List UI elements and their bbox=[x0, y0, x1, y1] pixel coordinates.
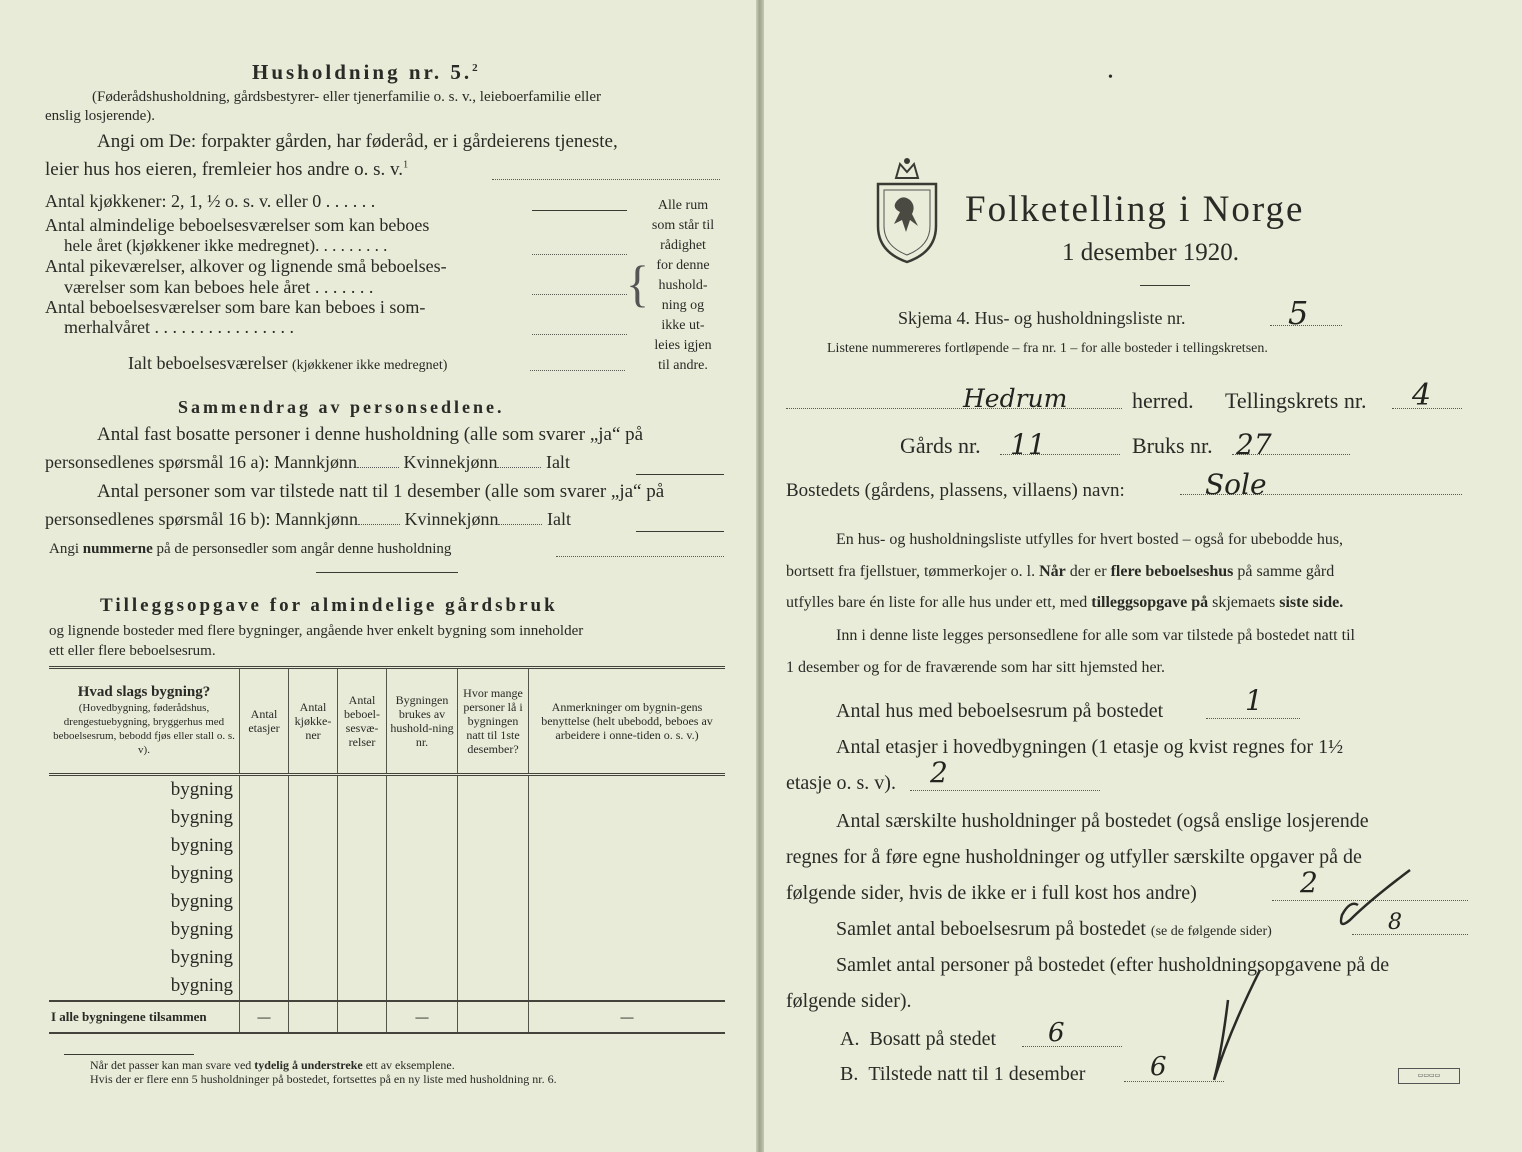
samlet-pers-line1: Samlet antal personer på bostedet (efter husholdningsopgavene på de bbox=[836, 954, 1390, 976]
cell[interactable] bbox=[529, 832, 726, 860]
etasjer-line2: etasje o. s. v). bbox=[786, 772, 896, 794]
cell[interactable] bbox=[240, 860, 289, 888]
row-label: bygning bbox=[49, 916, 240, 944]
bosatt-value: 6 bbox=[1048, 1018, 1065, 1048]
bosatt-row: A. Bosatt på stedet bbox=[840, 1028, 997, 1050]
kjokkener-label: Antal kjøkkener: 2, 1, ½ o. s. v. eller 0 . . . . . . bbox=[45, 191, 376, 211]
cell[interactable] bbox=[387, 972, 458, 1001]
cell[interactable] bbox=[289, 888, 338, 916]
tellingskrets-label: Tellingskrets nr. bbox=[1225, 388, 1367, 413]
cell[interactable] bbox=[240, 832, 289, 860]
samlet-pers-line2: følgende sider). bbox=[786, 990, 912, 1012]
cell[interactable] bbox=[387, 860, 458, 888]
section-divider bbox=[316, 572, 458, 573]
household-paren-1: (Føderådshusholdning, gårdsbestyrer- eller tjenerfamilie o. s. v., leieboerfamilie eller bbox=[92, 89, 601, 105]
cell[interactable] bbox=[529, 888, 726, 916]
col-husholdning-nr: Bygningen brukes av hushold-ning nr. bbox=[387, 668, 458, 775]
census-date: 1 desember 1920. bbox=[1062, 239, 1240, 266]
cell[interactable] bbox=[458, 916, 529, 944]
pike-label-1: Antal pikeværelser, alkover og lignende små beboelses- bbox=[45, 256, 447, 276]
etasjer-field[interactable] bbox=[910, 790, 1100, 791]
cell[interactable] bbox=[387, 888, 458, 916]
etasjer-line1: Antal etasjer i hovedbygningen (1 etasje og kvist regnes for 1½ bbox=[836, 736, 1344, 758]
col-building-type: Hvad slags bygning? (Hovedbygning, føderådshus, drengestuebygning, bryggerhus med beboelsesrum, bebodd fjøs eller stall o. s. v). bbox=[49, 668, 240, 775]
ialt-field[interactable] bbox=[530, 370, 625, 371]
bosatt-field[interactable] bbox=[1022, 1046, 1122, 1047]
para2-line2: 1 desember og for de fraværende som har sitt hjemsted her. bbox=[786, 659, 1165, 676]
cell[interactable] bbox=[289, 944, 338, 972]
cell[interactable] bbox=[240, 775, 289, 805]
etasjer-value: 2 bbox=[930, 756, 948, 789]
cell[interactable] bbox=[387, 916, 458, 944]
cell[interactable] bbox=[338, 860, 387, 888]
bosted-label: Bostedets (gårdens, plassens, villaens) navn: bbox=[786, 480, 1125, 501]
cell[interactable] bbox=[289, 972, 338, 1001]
footnote-2: Hvis der er flere enn 5 husholdninger på bostedet, fortsettes på en ny liste med husholdning nr. 6. bbox=[90, 1072, 557, 1086]
table-row bbox=[49, 775, 725, 805]
tillegg-title: Tilleggsopgave for almindelige gårdsbruk bbox=[100, 595, 558, 616]
cell[interactable] bbox=[338, 775, 387, 805]
footnote-1: Når det passer kan man svare ved tydelig å understreke ett av eksemplene. bbox=[90, 1058, 455, 1072]
angi-line-1: Angi om De: forpakter gården, har føderåd, er i gårdeierens tjeneste, bbox=[97, 131, 618, 152]
cell[interactable] bbox=[387, 944, 458, 972]
tilstede-value: 6 bbox=[1150, 1052, 1167, 1082]
row-label: bygning bbox=[49, 944, 240, 972]
cell[interactable] bbox=[529, 775, 726, 805]
hush-line3: følgende sider, hvis de ikke er i full kost hos andre) bbox=[786, 882, 1197, 904]
cell[interactable] bbox=[458, 775, 529, 805]
row-label: bygning bbox=[49, 888, 240, 916]
cell[interactable] bbox=[289, 775, 338, 805]
alm-label-1: Antal almindelige beboelsesværelser som kan beboes bbox=[45, 215, 430, 235]
cell[interactable] bbox=[338, 804, 387, 832]
col-anmerkninger: Anmerkninger om bygnin-gens benyttelse (helt ubebodd, beboes av arbeidere i onne-tiden o. s. v.) bbox=[529, 668, 726, 775]
printer-stamp-icon: ▭▭▭▭ bbox=[1398, 1068, 1460, 1084]
footnote-divider bbox=[64, 1054, 194, 1055]
sommer-label-2: merhalvåret . . . . . . . . . . . . . . . . bbox=[64, 317, 294, 337]
household-paren-2: enslig losjerende). bbox=[45, 108, 155, 124]
col-etasjer: Antal etasjer bbox=[240, 668, 289, 775]
para2-line1: Inn i denne liste legges personsedlene for alle som var tilstede på bostedet natt til bbox=[836, 627, 1355, 644]
sum-label: I alle bygningene tilsammen bbox=[49, 1001, 240, 1033]
tillegg-line-1: og lignende bosteder med flere bygninger, angående hver enkelt bygning som inneholder bbox=[49, 623, 584, 639]
cell[interactable] bbox=[289, 804, 338, 832]
hus-field[interactable] bbox=[1206, 718, 1300, 719]
row-label: bygning bbox=[49, 860, 240, 888]
table-row bbox=[49, 804, 725, 832]
table-row bbox=[49, 944, 725, 972]
cell[interactable] bbox=[387, 832, 458, 860]
tilstede-line-1: Antal personer som var tilstede natt til 1 desember (alle som svarer „ja“ på bbox=[97, 481, 665, 502]
col-personer: Hvor mange personer lå i bygningen natt til 1ste desember? bbox=[458, 668, 529, 775]
sommer-field[interactable] bbox=[532, 334, 627, 335]
cell[interactable] bbox=[240, 972, 289, 1001]
row-label: bygning bbox=[49, 804, 240, 832]
main-title: Folketelling i Norge bbox=[965, 189, 1305, 230]
bosted-value: Sole bbox=[1205, 468, 1267, 501]
col-beboelsesvaerelser: Antal beboel-sesvæ-relser bbox=[338, 668, 387, 775]
cell[interactable] bbox=[458, 832, 529, 860]
cell[interactable] bbox=[529, 972, 726, 1001]
ialt-label: Ialt beboelsesværelser (kjøkkener ikke medregnet) bbox=[128, 353, 448, 373]
table-row bbox=[49, 860, 725, 888]
row-label: bygning bbox=[49, 972, 240, 1001]
row-label: bygning bbox=[49, 832, 240, 860]
cell[interactable] bbox=[458, 888, 529, 916]
sum-dash: — bbox=[240, 1001, 289, 1033]
kjokkener-field[interactable] bbox=[532, 210, 627, 211]
tillegg-line-2: ett eller flere beboelsesrum. bbox=[49, 643, 216, 659]
cell[interactable] bbox=[289, 916, 338, 944]
cell[interactable] bbox=[529, 944, 726, 972]
bruks-label: Bruks nr. bbox=[1132, 433, 1213, 458]
pike-field[interactable] bbox=[532, 294, 627, 295]
cell[interactable] bbox=[458, 972, 529, 1001]
hus-value: 1 bbox=[1245, 684, 1263, 717]
sammendrag-title: Sammendrag av personsedlene. bbox=[178, 397, 505, 417]
cell[interactable] bbox=[387, 775, 458, 805]
nummerne-field[interactable] bbox=[556, 556, 724, 557]
tilstede-line-2: personsedlenes spørsmål 16 b): Mannkjønn Kvinnekjønn Ialt bbox=[45, 509, 571, 529]
cell[interactable] bbox=[458, 860, 529, 888]
col-kjokkener: Antal kjøkke-ner bbox=[289, 668, 338, 775]
table-row bbox=[49, 888, 725, 916]
hus-label: Antal hus med beboelsesrum på bostedet bbox=[836, 700, 1164, 722]
cell[interactable] bbox=[240, 944, 289, 972]
cell[interactable] bbox=[289, 860, 338, 888]
tilstede-ialt-field[interactable] bbox=[636, 531, 724, 532]
table-row bbox=[49, 916, 725, 944]
table-sum-row bbox=[49, 1001, 725, 1033]
cell[interactable] bbox=[338, 888, 387, 916]
pike-label-2: værelser som kan beboes hele året . . . . . . . bbox=[64, 277, 374, 297]
cell[interactable] bbox=[338, 832, 387, 860]
hush-value: 2 bbox=[1300, 866, 1318, 899]
angi-line-2: leier hus hos eieren, fremleier hos andre o. s. v.$^1$ bbox=[45, 159, 409, 180]
cell[interactable] bbox=[529, 804, 726, 832]
title-divider bbox=[1140, 285, 1190, 286]
household-title: Husholdning nr. 5.$^2$ bbox=[252, 60, 481, 84]
cell[interactable] bbox=[338, 1001, 387, 1033]
cell[interactable] bbox=[529, 916, 726, 944]
para1-line2: bortsett fra fjellstuer, tømmerkojer o. l. Når der er flere beboelseshus på samme gård bbox=[786, 563, 1335, 580]
cell[interactable] bbox=[458, 1001, 529, 1033]
building-table bbox=[49, 666, 725, 1034]
ink-dot: • bbox=[1108, 70, 1113, 85]
para1-line1: En hus- og husholdningsliste utfylles for hvert bosted – også for ubebodde hus, bbox=[836, 531, 1344, 548]
angi-answer-line[interactable] bbox=[492, 179, 720, 180]
row-label: bygning bbox=[49, 775, 240, 805]
herred-value: Hedrum bbox=[963, 384, 1068, 413]
handwritten-checkmarks bbox=[1200, 860, 1440, 1090]
cell[interactable] bbox=[240, 916, 289, 944]
skjema-label: Skjema 4. Hus- og husholdningsliste nr. bbox=[898, 308, 1186, 328]
herred-field[interactable] bbox=[786, 408, 1122, 409]
sum-dash: — bbox=[387, 1001, 458, 1033]
coat-of-arms-icon bbox=[872, 154, 942, 266]
cell[interactable] bbox=[240, 804, 289, 832]
cell[interactable] bbox=[458, 804, 529, 832]
table-row bbox=[49, 832, 725, 860]
cell[interactable] bbox=[338, 916, 387, 944]
sommer-label-1: Antal beboelsesværelser som bare kan beboes i som- bbox=[45, 297, 426, 317]
brace-glyph: { bbox=[626, 256, 650, 313]
fast-ialt-field[interactable] bbox=[636, 474, 724, 475]
fast-line-2: personsedlenes spørsmål 16 a): Mannkjønn Kvinnekjønn Ialt bbox=[45, 452, 570, 472]
cell[interactable] bbox=[289, 832, 338, 860]
hush-line1: Antal særskilte husholdninger på bostedet (også enslige losjerende bbox=[836, 810, 1369, 832]
tellingskrets-value: 4 bbox=[1412, 378, 1432, 413]
cell[interactable] bbox=[387, 804, 458, 832]
cell[interactable] bbox=[338, 972, 387, 1001]
skjema-value: 5 bbox=[1288, 294, 1309, 332]
samlet-rum-label: Samlet antal beboelsesrum på bostedet (se de følgende sider) bbox=[836, 918, 1272, 940]
alm-label-2: hele året (kjøkkener ikke medregnet). . . . . . . . . bbox=[64, 236, 388, 255]
cell[interactable] bbox=[289, 1001, 338, 1033]
table-row bbox=[49, 972, 725, 1001]
page-fold bbox=[756, 0, 764, 1152]
listene-note: Listene nummereres fortløpende – fra nr. 1 – for alle bosteder i tellingskretsen. bbox=[827, 341, 1268, 356]
para1-line3: utfylles bare én liste for alle hus under ett, med tilleggsopgave på skjemaets siste side. bbox=[786, 594, 1344, 611]
sum-dash: — bbox=[529, 1001, 726, 1033]
hush-line2: regnes for å føre egne husholdninger og utfyller særskilte opgaver på de bbox=[786, 846, 1362, 868]
bruks-value: 27 bbox=[1236, 428, 1272, 461]
samlet-rum-value: 8 bbox=[1388, 910, 1402, 935]
cell[interactable] bbox=[529, 860, 726, 888]
fast-line-1: Antal fast bosatte personer i denne husholdning (alle som svarer „ja“ på bbox=[97, 424, 644, 445]
gards-label: Gårds nr. bbox=[900, 433, 981, 458]
nummerne-label: Angi nummerne på de personsedler som angår denne husholdning bbox=[49, 541, 452, 557]
building-table-header bbox=[49, 668, 725, 775]
cell[interactable] bbox=[338, 944, 387, 972]
gards-value: 11 bbox=[1010, 428, 1046, 461]
herred-label: herred. bbox=[1132, 388, 1194, 413]
cell[interactable] bbox=[458, 944, 529, 972]
alm-field[interactable] bbox=[532, 254, 627, 255]
side-note: Alle rum som står til rådighet for denne hushold- ning og ikke ut- leies igjen til andre. bbox=[651, 198, 715, 373]
tilstede-row: B. Tilstede natt til 1 desember bbox=[840, 1063, 1086, 1085]
cell[interactable] bbox=[240, 888, 289, 916]
